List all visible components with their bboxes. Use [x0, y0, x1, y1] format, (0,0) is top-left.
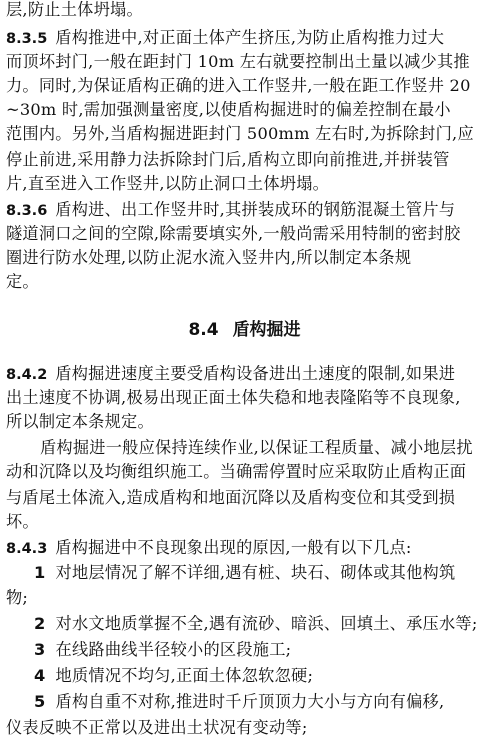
text-line: 层,防止土体坍塌。 — [6, 0, 143, 19]
clause-8-3-6-line: 8.3.6 盾构进、出工作竖井时,其拼装成环的钢筋混凝土管片与 — [6, 200, 456, 219]
text-line: 圈进行防水处理,以防止泥水流入竖井内,所以制定本条规 — [6, 248, 412, 267]
clause-number: 8.4.2 — [6, 367, 48, 383]
text-line: 片,直至进入工作竖井,以防止洞口土体坍塌。 — [6, 174, 330, 193]
clause-number: 8.4.3 — [6, 541, 48, 557]
text-line: 与盾尾土体流入,造成盾构和地面沉降以及盾构变位和其受到损 — [6, 488, 456, 507]
list-item: 5 盾构自重不对称,推进时千斤顶顶力大小与方向有偏移, — [6, 692, 481, 714]
text-line: ~30m 时,需加强测量密度,以使盾构掘进时的偏差控制在最小 — [6, 100, 451, 119]
clause-number: 8.3.6 — [6, 203, 48, 219]
text-line: 定。 — [6, 272, 39, 291]
item-number: 2 — [34, 614, 46, 633]
section-title: 盾构掘进 — [232, 320, 301, 340]
text-line: 力。同时,为保证盾构正确的进入工作竖井,一般在距工作竖井 20 — [6, 76, 471, 95]
text-line: 仪表反映不正常以及进出土状况有变动等; — [6, 718, 308, 737]
item-number: 5 — [34, 692, 46, 711]
item-number: 1 — [34, 563, 46, 582]
text-line: 而顶坏封门,一般在距封门 10m 左右就要控制出土量以减少其推 — [6, 52, 470, 71]
text-line: 范围内。另外,当盾构掘进距封门 500mm 左右时,为拆除封门,应 — [6, 124, 474, 143]
text-line: 坏。 — [6, 512, 39, 531]
item-number: 4 — [34, 666, 46, 685]
clause-8-4-2-line: 8.4.2 盾构掘进速度主要受盾构设备进出土速度的限制,如果进 — [6, 364, 456, 383]
list-item: 3 在线路曲线半径较小的区段施工; — [6, 640, 481, 662]
text-line: 盾构掘进一般应保持连续作业,以保证工程质量、减小地层扰 — [40, 438, 473, 457]
section-number: 8.4 — [188, 320, 219, 340]
text-line: 所以制定本条规定。 — [6, 412, 154, 431]
item-number: 3 — [34, 640, 46, 659]
clause-8-4-3-line: 8.4.3 盾构掘进中不良现象出现的原因,一般有以下几点: — [6, 538, 412, 557]
list-item: 2 对水文地质掌握不全,遇有流砂、暗浜、回填土、承压水等; — [6, 614, 481, 636]
text-line: 物; — [6, 588, 29, 607]
list-item: 1 对地层情况了解不详细,遇有桩、块石、砌体或其他构筑 — [6, 563, 481, 585]
clause-number: 8.3.5 — [6, 31, 48, 47]
text-line: 隧道洞口之间的空隙,除需要填实外,一般尚需采用特制的密封胶 — [6, 224, 461, 243]
text-line: 动和沉降以及均衡组织施工。当确需停置时应采取防止盾构正面 — [6, 462, 467, 481]
text-line: 出土速度不协调,极易出现正面土体失稳和地表隆陷等不良现象, — [6, 388, 461, 407]
clause-8-3-5-line: 8.3.5 盾构推进中,对正面土体产生挤压,为防止盾构推力过大 — [6, 28, 445, 47]
text-line: 停止前进,采用静力法拆除封门后,盾构立即向前推进,并拼装管 — [6, 150, 450, 169]
list-item: 4 地质情况不均匀,正面土体忽软忽硬; — [6, 666, 481, 688]
section-heading — [0, 319, 489, 343]
